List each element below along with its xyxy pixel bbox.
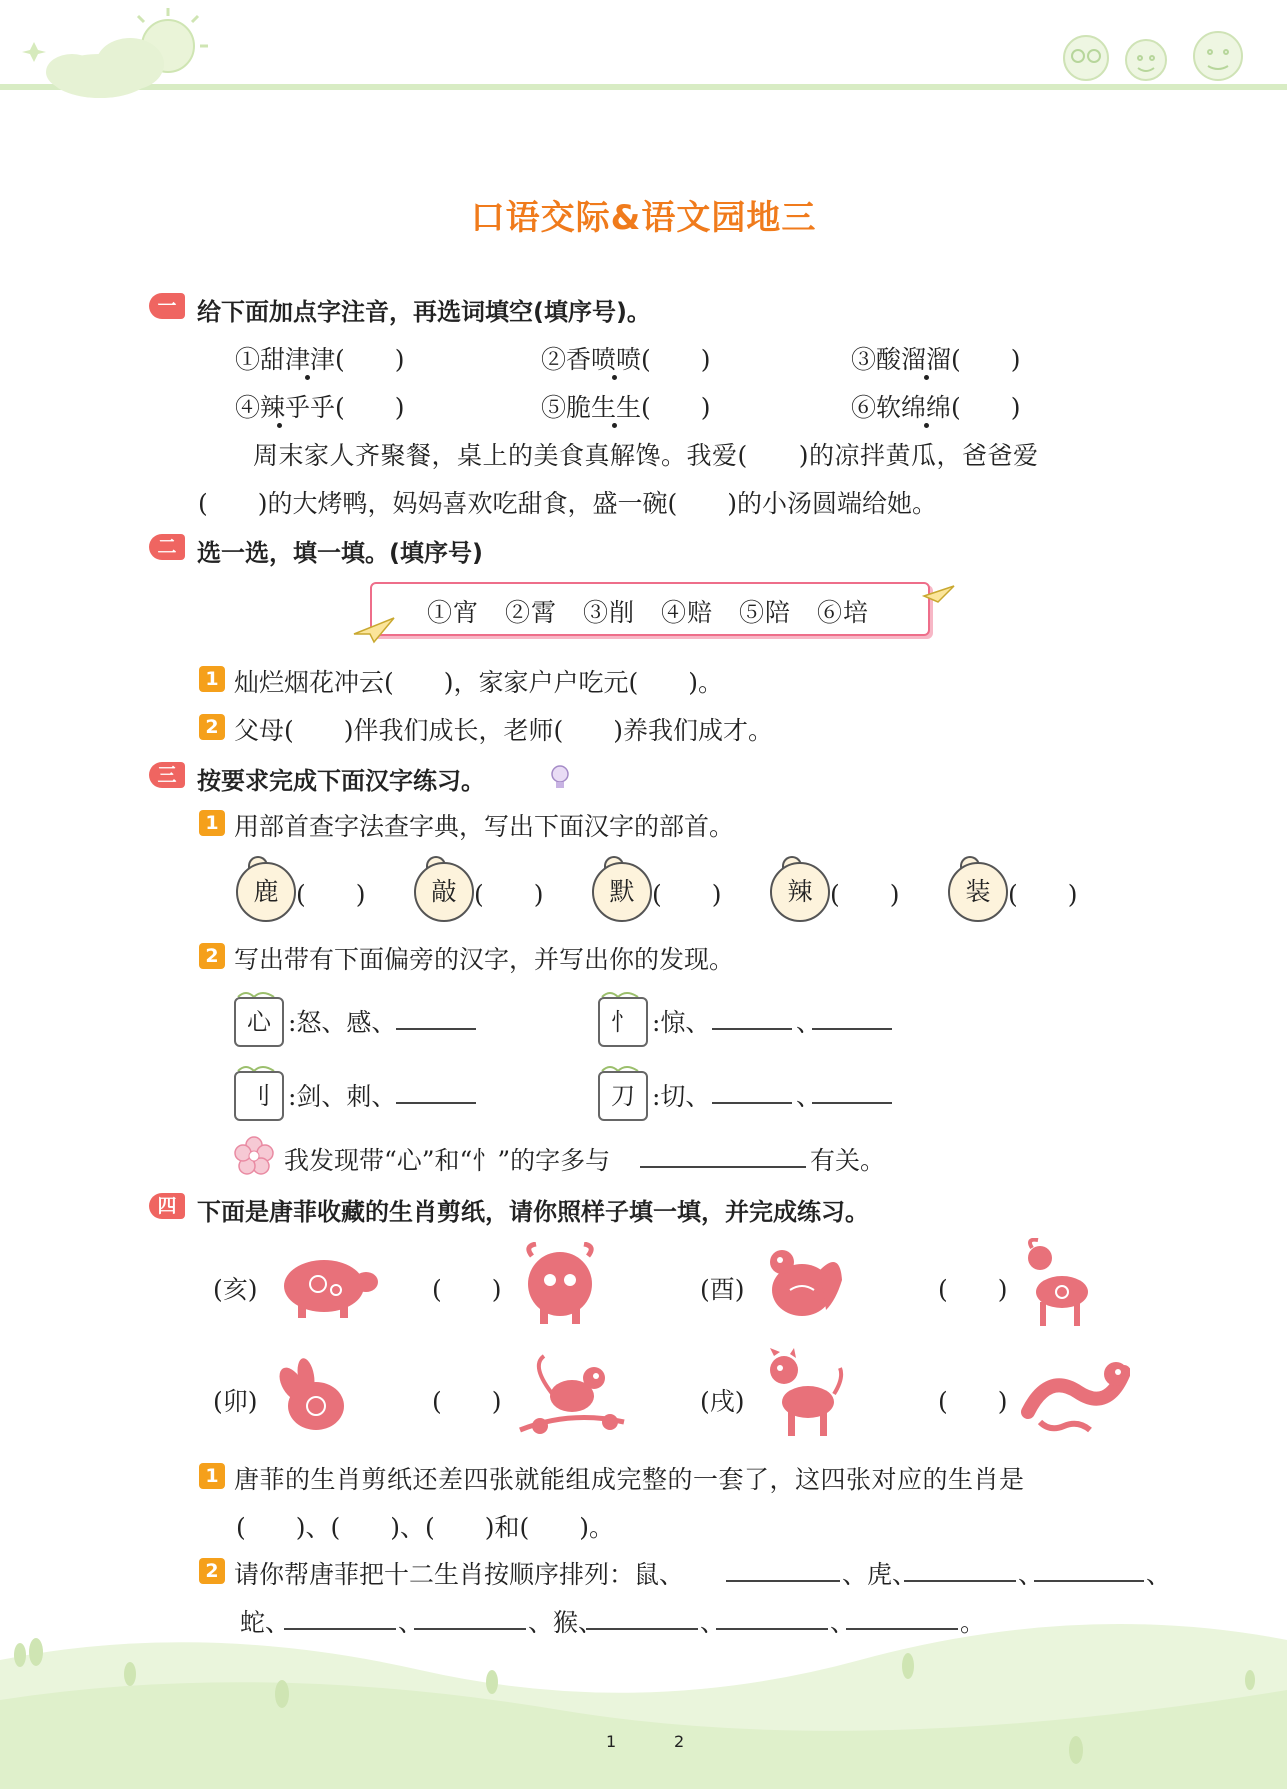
separator: 、 (1018, 1560, 1044, 1589)
ox-papercut-icon (518, 1242, 602, 1328)
question-number: 1 (199, 666, 225, 692)
paper-plane-icon (352, 614, 396, 644)
radical-box: 心 (234, 997, 284, 1047)
answer-blank[interactable] (812, 1006, 892, 1030)
answer-blank[interactable] (640, 1144, 806, 1168)
separator: 、 (700, 1608, 726, 1637)
lookup-char: 辣 (770, 862, 830, 922)
section-badge-4: 四 (149, 1193, 185, 1219)
word-item-5: ⑤脆生生( ) (541, 393, 711, 422)
paragraph-line-2: ( )的大烤鸭，妈妈喜欢吃甜食，盛一碗( )的小汤圆端给她。 (198, 489, 938, 518)
question-4-2-d: 、猴、 (528, 1608, 604, 1637)
emphasis-dot (612, 375, 617, 380)
discovery-text: 我发现带“心”和“忄”的字多与 (284, 1146, 611, 1175)
word-item-3: ③酸溜溜( ) (851, 345, 1021, 374)
radical-examples: :剑、刺、 (288, 1082, 397, 1111)
answer-paren: ( ) (830, 880, 900, 909)
question-2-1: 灿烂烟花冲云( )，家家户户吃元( )。 (234, 668, 724, 697)
answer-blank[interactable] (712, 1080, 792, 1104)
section-heading-2: 选一选，填一填。(填序号) (197, 539, 483, 567)
rabbit-papercut-icon (270, 1354, 354, 1438)
answer-blank[interactable] (396, 1080, 476, 1104)
paragraph-line-1: 周末家人齐聚餐，桌上的美食真解馋。我爱( )的凉拌黄瓜，爸爸爱 (253, 441, 1039, 470)
question-4-2-a: 请你帮唐菲把十二生肖按顺序排列：鼠、 (234, 1560, 685, 1589)
section-badge-1: 一 (149, 293, 185, 319)
radical-box: 忄 (598, 997, 648, 1047)
emphasis-dot (924, 423, 929, 428)
page-title: 口语交际&语文园地三 (470, 198, 817, 238)
emphasis-dot (924, 375, 929, 380)
dragon-papercut-icon (1020, 1352, 1130, 1438)
emphasis-dot (612, 423, 617, 428)
zodiac-label: ( ) (432, 1387, 502, 1416)
zodiac-label: (亥) (213, 1275, 258, 1304)
word-options: ①宵 ②霄 ③削 ④赔 ⑤陪 ⑥培 (426, 598, 869, 627)
question-4-2-b: 、虎、 (842, 1560, 918, 1589)
separator: 、 (830, 1608, 856, 1637)
answer-paren: ( ) (296, 880, 366, 909)
answer-paren: ( ) (652, 880, 722, 909)
emphasis-dot (277, 423, 282, 428)
question-4-1-line1: 唐菲的生肖剪纸还差四张就能组成完整的一套了，这四张对应的生肖是 (234, 1465, 1025, 1494)
question-3-2: 写出带有下面偏旁的汉字，并写出你的发现。 (234, 945, 735, 974)
paper-plane-icon (922, 584, 956, 604)
section-heading-4: 下面是唐菲收藏的生肖剪纸，请你照样子填一填，并完成练习。 (197, 1198, 869, 1226)
page-number-left: 1 (606, 1732, 617, 1751)
dog-papercut-icon (760, 1348, 844, 1440)
question-4-2-c: 蛇、 (240, 1608, 291, 1637)
separator: 、 (796, 1008, 822, 1037)
radical-examples: :怒、感、 (288, 1008, 397, 1037)
hills-background (0, 1600, 1287, 1789)
lookup-char: 装 (948, 862, 1008, 922)
section-heading-3: 按要求完成下面汉字练习。 (197, 767, 485, 795)
question-number: 2 (199, 943, 225, 969)
section-badge-2: 二 (149, 534, 185, 560)
zodiac-label: ( ) (432, 1275, 502, 1304)
separator: 、 (796, 1082, 822, 1111)
separator: 、 (398, 1608, 424, 1637)
flower-icon (234, 1136, 274, 1176)
discovery-text-end: 有关。 (810, 1146, 886, 1175)
answer-paren: ( ) (1008, 880, 1078, 909)
radical-box: 刂 (234, 1071, 284, 1121)
word-item-4: ④辣乎乎( ) (235, 393, 405, 422)
zodiac-label: (酉) (700, 1275, 745, 1304)
word-item-6: ⑥软绵绵( ) (851, 393, 1021, 422)
answer-blank[interactable] (726, 1558, 840, 1582)
zodiac-label: (卯) (213, 1387, 258, 1416)
pig-papercut-icon (270, 1248, 382, 1322)
answer-blank[interactable] (712, 1006, 792, 1030)
question-4-1-line2: ( )、( )、( )和( )。 (236, 1513, 615, 1542)
section-badge-3: 三 (149, 762, 185, 788)
lookup-char: 默 (592, 862, 652, 922)
answer-blank[interactable] (1034, 1558, 1144, 1582)
separator: 、 (1146, 1560, 1172, 1589)
question-number: 1 (199, 1463, 225, 1489)
lookup-char: 鹿 (236, 862, 296, 922)
zodiac-label: (戌) (700, 1387, 745, 1416)
word-item-1: ①甜津津( ) (235, 345, 405, 374)
zodiac-label: ( ) (938, 1275, 1008, 1304)
answer-blank[interactable] (904, 1558, 1016, 1582)
question-number: 2 (199, 714, 225, 740)
lookup-char: 敲 (414, 862, 474, 922)
question-3-1: 用部首查字法查字典，写出下面汉字的部首。 (234, 812, 735, 841)
answer-blank[interactable] (396, 1006, 476, 1030)
answer-blank[interactable] (812, 1080, 892, 1104)
emphasis-dot (305, 375, 310, 380)
cloud-sun-icon (20, 6, 210, 106)
radical-examples: :惊、 (652, 1008, 711, 1037)
section-heading-1: 给下面加点字注音，再选词填空(填序号)。 (197, 298, 651, 326)
answer-paren: ( ) (474, 880, 544, 909)
separator: 。 (960, 1608, 986, 1637)
question-2-2: 父母( )伴我们成长，老师( )养我们成才。 (234, 716, 774, 745)
monkey-papercut-icon (514, 1350, 630, 1440)
word-item-2: ②香喷喷( ) (541, 345, 711, 374)
zodiac-label: ( ) (938, 1387, 1008, 1416)
animal-faces-icon (1058, 22, 1258, 86)
question-number: 1 (199, 810, 225, 836)
radical-box: 刀 (598, 1071, 648, 1121)
goat-papercut-icon (1018, 1238, 1096, 1330)
page-number-right: 2 (674, 1732, 685, 1751)
lightbulb-icon (548, 763, 572, 791)
rooster-papercut-icon (760, 1240, 844, 1330)
radical-examples: :切、 (652, 1082, 711, 1111)
question-number: 2 (199, 1558, 225, 1584)
